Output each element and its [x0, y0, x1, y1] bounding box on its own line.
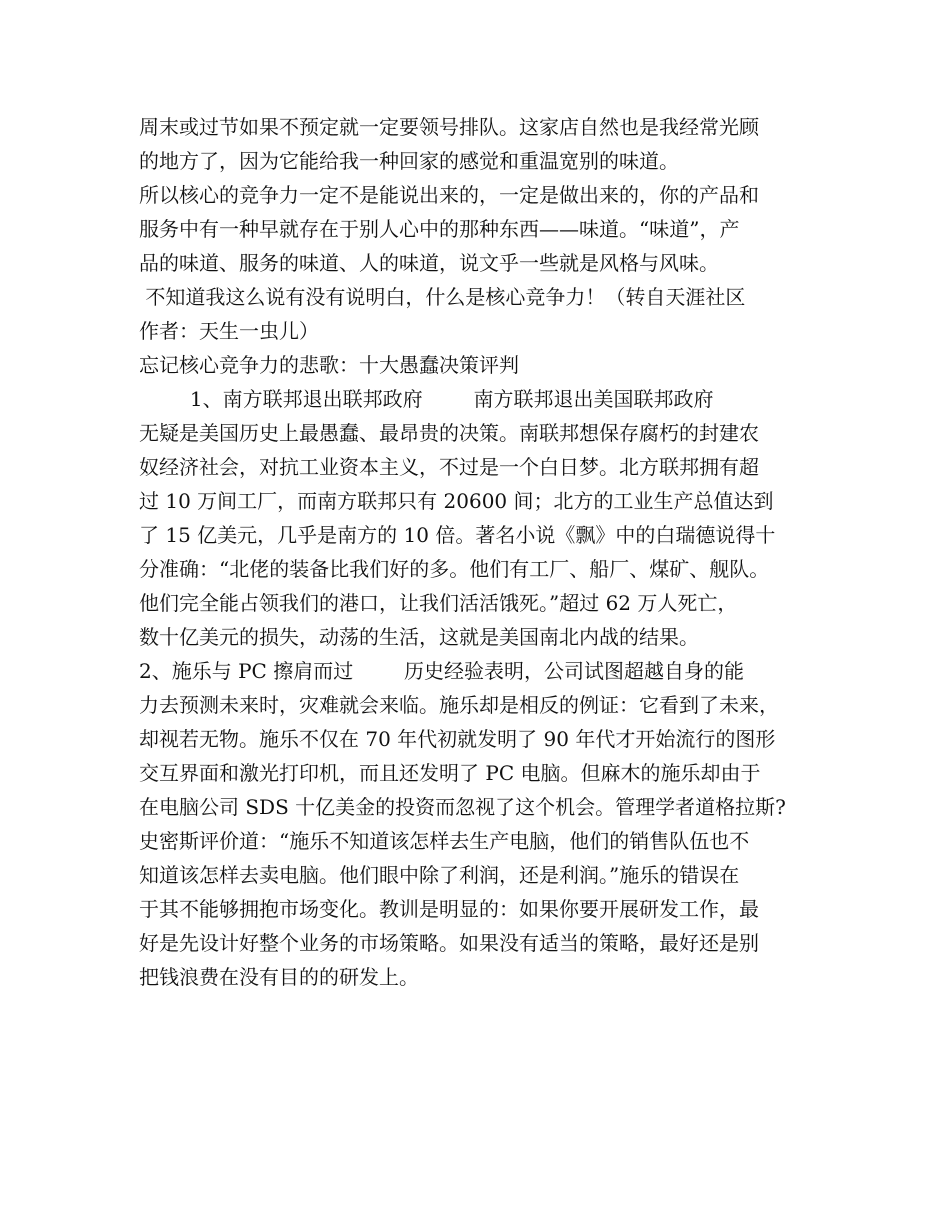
text-line: 奴经济社会，对抗工业资本主义，不过是一个白日梦。北方联邦拥有超	[139, 455, 759, 479]
text-line: 却视若无物。施乐不仅在 70 年代初就发明了 90 年代才开始流行的图形	[139, 727, 776, 751]
text-line: 服务中有一种早就存在于别人心中的那种东西——味道。“味道”，产	[139, 217, 740, 241]
text-line: 分准确：“北佬的装备比我们好的多。他们有工厂、船厂、煤矿、舰队。	[139, 557, 770, 581]
text-line: 交互界面和激光打印机，而且还发明了 PC 电脑。但麻木的施乐却由于	[139, 761, 761, 785]
text-line: 了 15 亿美元，几乎是南方的 10 倍。著名小说《飘》中的白瑞德说得十	[139, 523, 776, 547]
text-line: 把钱浪费在没有目的的研发上。	[139, 965, 419, 989]
text-line: 无疑是美国历史上最愚蠢、最昂贵的决策。南联邦想保存腐朽的封建农	[139, 421, 759, 445]
text-line: 品的味道、服务的味道、人的味道，说文乎一些就是风格与风味。	[139, 251, 719, 275]
text-line: 1、南方联邦退出联邦政府 南方联邦退出美国联邦政府	[139, 387, 714, 411]
text-line: 2、施乐与 PC 擦肩而过 历史经验表明，公司试图超越自身的能	[139, 659, 745, 683]
text-line: 的地方了，因为它能给我一种回家的感觉和重温宽别的味道。	[139, 149, 679, 173]
text-line: 不知道我这么说有没有说明白，什么是核心竞争力！（转自天涯社区	[139, 285, 746, 309]
section-heading: 忘记核心竞争力的悲歌：十大愚蠢决策评判	[139, 353, 519, 377]
text-line: 所以核心的竞争力一定不是能说出来的，一定是做出来的，你的产品和	[139, 183, 759, 207]
text-line: 好是先设计好整个业务的市场策略。如果没有适当的策略，最好还是别	[139, 931, 759, 955]
text-line: 在电脑公司 SDS 十亿美金的投资而忽视了这个机会。管理学者道格拉斯?	[139, 795, 786, 819]
text-line: 作者：天生一虫儿）	[139, 319, 319, 343]
text-line: 史密斯评价道：“施乐不知道该怎样去生产电脑，他们的销售队伍也不	[139, 829, 750, 853]
text-line: 周末或过节如果不预定就一定要领号排队。这家店自然也是我经常光顾	[139, 115, 759, 139]
body-text	[139, 110, 819, 994]
text-line: 于其不能够拥抱市场变化。教训是明显的：如果你要开展研发工作，最	[139, 897, 759, 921]
text-line: 数十亿美元的损失，动荡的生活，这就是美国南北内战的结果。	[139, 625, 699, 649]
text-line: 知道该怎样去卖电脑。他们眼中除了利润，还是利润。”施乐的错误在	[139, 863, 740, 887]
text-line: 过 10 万间工厂，而南方联邦只有 20600 间；北方的工业生产总值达到	[139, 489, 774, 513]
text-line: 力去预测未来时，灾难就会来临。施乐却是相反的例证：它看到了未来，	[139, 693, 779, 717]
text-line: 他们完全能占领我们的港口，让我们活活饿死。”超过 62 万人死亡，	[139, 591, 738, 615]
